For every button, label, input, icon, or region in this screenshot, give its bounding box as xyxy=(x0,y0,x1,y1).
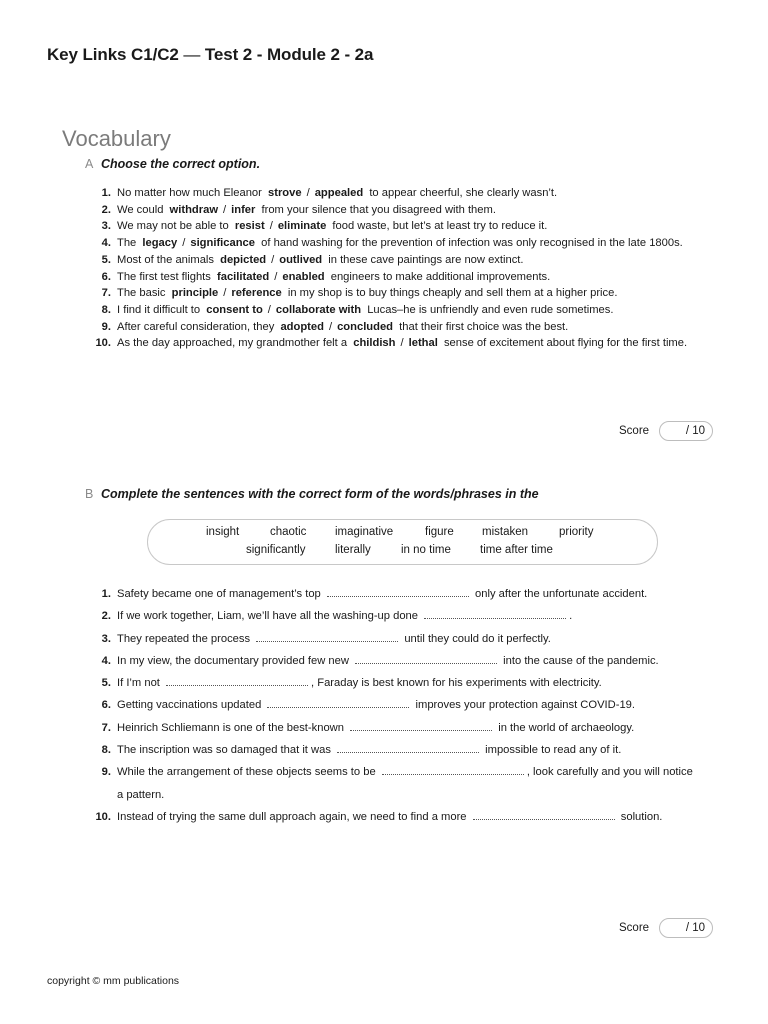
option-1[interactable]: depicted xyxy=(220,253,267,266)
title-dash: — xyxy=(178,45,205,64)
item-text: , Faraday is best known for his experiments with electricity. xyxy=(311,677,602,690)
word-box-item: in no time xyxy=(401,544,451,556)
exercise-a-item-10: 10. As the day approached, my grandmother felt a childish / lethal sense of excitement about flying for the first time. xyxy=(92,335,702,352)
item-number: 9. xyxy=(101,320,111,333)
score-a-box[interactable]: / 10 xyxy=(659,421,713,441)
item-text: Instead of trying the same dull approach again, we need to find a more xyxy=(117,810,467,823)
answer-blank[interactable] xyxy=(337,743,479,753)
item-text: that their first choice was the best. xyxy=(399,320,569,333)
instruction-a xyxy=(85,157,260,171)
exercise-b-item-1 xyxy=(92,583,702,605)
item-number: 2. xyxy=(101,610,111,623)
exercise-b-item-5 xyxy=(92,672,702,694)
answer-blank[interactable] xyxy=(355,654,497,664)
item-text: in these cave paintings are now extinct. xyxy=(328,253,524,266)
item-text: We could xyxy=(117,203,164,216)
item-number: 7. xyxy=(101,287,111,300)
exercise-a-item-1: 1. No matter how much Eleanor strove / appealed to appear cheerful, she clearly wasn’t. xyxy=(92,185,702,202)
exercise-a-item-5: 5. Most of the animals depicted / outlived in these cave paintings are now extinct. xyxy=(92,252,702,269)
item-text: only after the unfortunate accident. xyxy=(475,588,648,600)
item-number: 4. xyxy=(101,654,111,667)
option-1[interactable]: childish xyxy=(353,337,396,350)
item-number: 6. xyxy=(101,270,111,283)
item-text: The basic xyxy=(117,287,166,300)
option-1[interactable]: adopted xyxy=(280,320,324,333)
item-number: 7. xyxy=(101,721,111,734)
exercise-a-item-3: 3. We may not be able to resist / eliminate food waste, but let’s at least try to reduce it. xyxy=(92,218,702,235)
answer-blank[interactable] xyxy=(267,698,409,708)
word-box-item: insight xyxy=(206,526,240,538)
item-text: improves your protection against COVID-19. xyxy=(415,699,636,712)
instruction-a-text: Choose the correct option. xyxy=(101,157,261,171)
item-text: If we work together, Liam, we’ll have all the washing-up done xyxy=(117,610,418,623)
option-1[interactable]: resist xyxy=(234,220,265,233)
item-text: impossible to read any of it. xyxy=(485,744,622,757)
word-box xyxy=(147,519,658,565)
answer-blank[interactable] xyxy=(327,587,469,597)
word-box-item: chaotic xyxy=(270,526,307,538)
option-1[interactable]: legacy xyxy=(142,237,178,250)
exercise-a-list xyxy=(92,185,702,352)
title-rest: Test 2 - Module 2 - 2a xyxy=(204,45,374,64)
section-title: Vocabulary xyxy=(62,126,171,151)
item-text: The first test flights xyxy=(117,270,211,283)
score-a-label: Score xyxy=(619,425,650,437)
item-text: to appear cheerful, she clearly wasn’t. xyxy=(369,187,558,199)
answer-blank[interactable] xyxy=(473,810,615,820)
item-text: I find it difficult to xyxy=(117,303,201,316)
option-2[interactable]: appealed xyxy=(314,187,364,199)
exercise-b-item-4 xyxy=(92,650,702,672)
item-text: sense of excitement about flying for the first time. xyxy=(443,337,688,350)
exercise-b-item-6 xyxy=(92,694,702,716)
score-b-box[interactable]: / 10 xyxy=(659,918,713,938)
option-1[interactable]: consent to xyxy=(206,303,263,316)
item-text: engineers to make additional improvements. xyxy=(330,270,551,283)
item-text: Heinrich Schliemann is one of the best-known xyxy=(117,721,344,734)
item-text: Most of the animals xyxy=(117,253,215,266)
part-a-letter: A xyxy=(85,157,94,171)
item-text: food waste, but let’s at least try to reduce it. xyxy=(332,220,548,233)
item-text: into the cause of the pandemic. xyxy=(503,654,659,667)
word-box-item: mistaken xyxy=(482,526,529,538)
item-text: As the day approached, my grandmother felt a xyxy=(117,337,348,350)
option-1[interactable]: facilitated xyxy=(217,270,270,283)
item-number: 3. xyxy=(101,632,111,645)
item-text: After careful consideration, they xyxy=(117,320,275,333)
option-2[interactable]: significance xyxy=(190,237,256,250)
option-1[interactable]: principle xyxy=(171,287,219,300)
item-text: of hand washing for the prevention of infection was only recognised in the late 1800s. xyxy=(261,237,683,250)
item-text: Safety became one of management’s top xyxy=(117,588,321,600)
item-number: 3. xyxy=(101,220,111,233)
item-text: The inscription was so damaged that it was xyxy=(117,744,331,757)
item-number: 8. xyxy=(101,744,111,757)
option-1[interactable]: strove xyxy=(268,187,302,199)
option-2[interactable]: reference xyxy=(231,287,282,300)
item-text: in my shop is to buy things cheaply and sell them at a higher price. xyxy=(287,287,618,300)
item-text: . xyxy=(569,610,573,623)
item-text: in the world of archaeology. xyxy=(498,721,635,734)
exercise-b-item-10 xyxy=(92,806,702,828)
item-text: No matter how much Eleanor xyxy=(117,187,262,199)
item-number: 2. xyxy=(101,203,111,216)
word-box-item: significantly xyxy=(246,544,306,556)
page-title xyxy=(47,45,373,65)
item-number: 1. xyxy=(101,187,111,199)
answer-blank[interactable] xyxy=(166,676,308,686)
answer-blank[interactable] xyxy=(350,721,492,731)
item-text: In my view, the documentary provided few new xyxy=(117,654,349,667)
word-box-item: time after time xyxy=(480,544,553,556)
exercise-a-item-4: 4. The legacy / significance of hand washing for the prevention of infection was only recognised in the late 1800s. xyxy=(92,235,702,252)
option-1[interactable]: withdraw xyxy=(169,203,219,216)
exercise-a-item-8: 8. I find it difficult to consent to / collaborate with Lucas–he is unfriendly and even rude sometimes. xyxy=(92,302,702,319)
exercise-b-item-2 xyxy=(92,605,702,627)
score-b-label: Score xyxy=(619,922,650,934)
instruction-b xyxy=(85,487,539,501)
item-number: 4. xyxy=(101,237,111,250)
item-text: solution. xyxy=(620,810,663,823)
option-2[interactable]: collaborate with xyxy=(275,303,362,316)
exercise-b-list xyxy=(92,583,702,828)
item-text: We may not be able to xyxy=(117,220,229,233)
item-text: They repeated the process xyxy=(117,632,251,645)
item-number: 5. xyxy=(101,253,111,266)
exercise-a-item-7: 7. The basic principle / reference in my shop is to buy things cheaply and sell them at a higher price. xyxy=(92,285,702,302)
item-number: 8. xyxy=(101,303,111,316)
instruction-b-text: Complete the sentences with the correct form of the words/phrases in the xyxy=(101,487,539,501)
item-text: from your silence that you disagreed with them. xyxy=(261,203,496,216)
exercise-b-item-3 xyxy=(92,628,702,650)
option-2[interactable]: eliminate xyxy=(277,220,327,233)
item-text: While the arrangement of these objects seems to be xyxy=(117,766,376,779)
item-number: 1. xyxy=(101,588,111,600)
option-2[interactable]: outlived xyxy=(279,253,323,266)
item-text: The xyxy=(117,237,137,250)
word-box-item: literally xyxy=(335,544,371,556)
option-2[interactable]: infer xyxy=(231,203,256,216)
exercise-b-item-9 xyxy=(92,761,702,806)
answer-blank[interactable] xyxy=(382,765,524,775)
score-a xyxy=(619,421,713,441)
option-2[interactable]: lethal xyxy=(408,337,438,350)
exercise-b-item-8 xyxy=(92,739,702,761)
word-box-item: imaginative xyxy=(335,526,394,538)
word-box-item: figure xyxy=(425,526,454,538)
part-b-letter: B xyxy=(85,487,94,501)
exercise-a-item-2: 2. We could withdraw / infer from your silence that you disagreed with them. xyxy=(92,202,702,219)
item-number: 9. xyxy=(101,766,111,779)
word-box-item: priority xyxy=(559,526,594,538)
title-main: Key Links C1/C2 xyxy=(47,45,179,64)
item-number: 6. xyxy=(101,699,111,712)
item-number: 5. xyxy=(101,677,111,690)
answer-blank[interactable] xyxy=(256,632,398,642)
exercise-a-item-6: 6. The first test flights facilitated / enabled engineers to make additional improvements. xyxy=(92,269,702,286)
item-number: 10. xyxy=(95,810,111,823)
option-2[interactable]: enabled xyxy=(282,270,325,283)
exercise-b-item-7 xyxy=(92,717,702,739)
score-b xyxy=(619,918,713,938)
option-2[interactable]: concluded xyxy=(337,320,394,333)
answer-blank[interactable] xyxy=(424,609,566,619)
item-text: until they could do it perfectly. xyxy=(404,632,551,645)
item-text: , look carefully and you will notice a pattern. xyxy=(117,766,693,801)
exercise-a-item-9: 9. After careful consideration, they adopted / concluded that their first choice was the best. xyxy=(92,319,702,336)
copyright-footer: copyright © mm publications xyxy=(47,975,180,987)
item-text: Getting vaccinations updated xyxy=(117,699,262,712)
item-number: 10. xyxy=(95,337,111,350)
item-text: If I’m not xyxy=(117,677,160,690)
item-text: Lucas–he is unfriendly and even rude sometimes. xyxy=(367,303,614,316)
